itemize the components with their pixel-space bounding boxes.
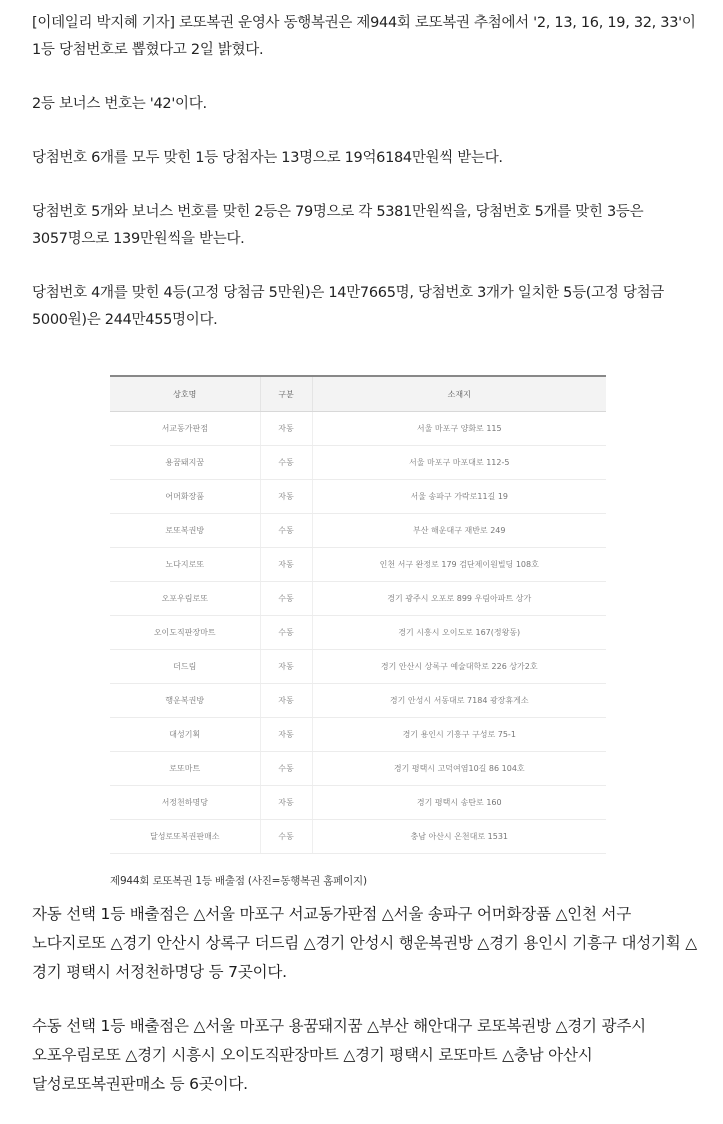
store-name-cell: 로또복권방 [110,514,260,548]
table-row [110,446,606,480]
address-cell: 인천 서구 완정로 179 검단제이원빌딩 108호 [312,548,606,582]
type-cell: 수동 [260,514,312,548]
address-cell: 경기 시흥시 오이도로 167(정왕동) [312,616,606,650]
type-cell: 자동 [260,548,312,582]
address-cell: 경기 광주시 오포로 899 우림아파트 상가 [312,582,606,616]
store-name-cell: 대성기획 [110,718,260,752]
address-cell: 경기 안산시 상록구 예술대학로 226 상가2호 [312,650,606,684]
table-body [110,412,606,854]
article-body-top [32,10,697,361]
store-name-cell: 용꿈돼지꿈 [110,446,260,480]
table-row [110,820,606,854]
store-name-cell: 행운복권방 [110,684,260,718]
address-cell: 경기 평택시 송탄로 160 [312,786,606,820]
paragraph-fourth-fifth-prize: 당첨번호 4개를 맞힌 4등(고정 당첨금 5만원)은 14만7665명, 당첨번호 3개가 일치한 5등(고정 당첨금 5000원)은 244만455명이다. [32,285,664,328]
table-row [110,514,606,548]
address-cell: 서울 마포구 마포대로 112-5 [312,446,606,480]
table-row [110,786,606,820]
article-body-bottom [32,900,697,1124]
paragraph-intro: [이데일리 박지혜 기자] 로또복권 운영사 동행복권은 제944회 로또복권 추첨에서 '2, 13, 16, 19, 32, 33'이 1등 당첨번호로 뽑혔다고 2일 밝혔다. [32,15,696,58]
type-cell: 수동 [260,752,312,786]
paragraph-manual-winners: 수동 선택 1등 배출점은 △서울 마포구 용꿈돼지꿈 △부산 해안대구 로또복권방 △경기 광주시 오포우림로또 △경기 시흥시 오이도직판장마트 △경기 평택시 로또마트 △충남 아산시 달성로또복권판매소 등 6곳이다. [32,1017,646,1093]
header-type: 구분 [260,376,312,412]
type-cell: 수동 [260,446,312,480]
type-cell: 자동 [260,718,312,752]
store-name-cell: 서교동가판점 [110,412,260,446]
paragraph-auto-winners: 자동 선택 1등 배출점은 △서울 마포구 서교동가판점 △서울 송파구 어머화장품 △인천 서구 노다지로또 △경기 안산시 상록구 더드림 △경기 안성시 행운복권방 △경기 용인시 기흥구 대성기획 △경기 평택시 서정천하명당 등 7곳이다. [32,905,697,981]
store-name-cell: 오이도직판장마트 [110,616,260,650]
store-name-cell: 더드림 [110,650,260,684]
table-row [110,718,606,752]
header-store-name: 상호명 [110,376,260,412]
address-cell: 서울 송파구 가락로11길 19 [312,480,606,514]
table-header-row [110,376,606,412]
winning-stores-table [110,375,606,854]
table-row [110,752,606,786]
address-cell: 경기 평택시 고덕여염10길 86 104호 [312,752,606,786]
paragraph-bonus: 2등 보너스 번호는 '42'이다. [32,96,207,112]
type-cell: 자동 [260,480,312,514]
address-cell: 경기 안성시 서동대로 7184 광장휴게소 [312,684,606,718]
table-row [110,582,606,616]
store-name-cell: 노다지로또 [110,548,260,582]
type-cell: 수동 [260,616,312,650]
figure-caption: 제944회 로또복권 1등 배출점 (사진=동행복권 홈페이지) [110,875,367,887]
type-cell: 자동 [260,684,312,718]
store-name-cell: 로또마트 [110,752,260,786]
address-cell: 경기 용인시 기흥구 구성로 75-1 [312,718,606,752]
table-row [110,684,606,718]
paragraph-second-third-prize: 당첨번호 5개와 보너스 번호를 맞힌 2등은 79명으로 각 5381만원씩을, 당첨번호 5개를 맞힌 3등은 3057명으로 139만원씩을 받는다. [32,204,644,247]
type-cell: 자동 [260,412,312,446]
store-name-cell: 서정천하명당 [110,786,260,820]
table-row [110,616,606,650]
store-name-cell: 오포우림로또 [110,582,260,616]
table-row [110,650,606,684]
winning-stores-figure [110,375,606,854]
type-cell: 자동 [260,650,312,684]
store-name-cell: 어머화장품 [110,480,260,514]
header-address: 소재지 [312,376,606,412]
table-row [110,548,606,582]
table-row [110,480,606,514]
type-cell: 수동 [260,820,312,854]
table-row [110,412,606,446]
type-cell: 수동 [260,582,312,616]
type-cell: 자동 [260,786,312,820]
address-cell: 충남 아산시 온천대로 1531 [312,820,606,854]
address-cell: 서울 마포구 양화로 115 [312,412,606,446]
address-cell: 부산 해운대구 재반로 249 [312,514,606,548]
paragraph-first-prize: 당첨번호 6개를 모두 맞힌 1등 당첨자는 13명으로 19억6184만원씩 받는다. [32,150,503,166]
store-name-cell: 달성로또복권판매소 [110,820,260,854]
